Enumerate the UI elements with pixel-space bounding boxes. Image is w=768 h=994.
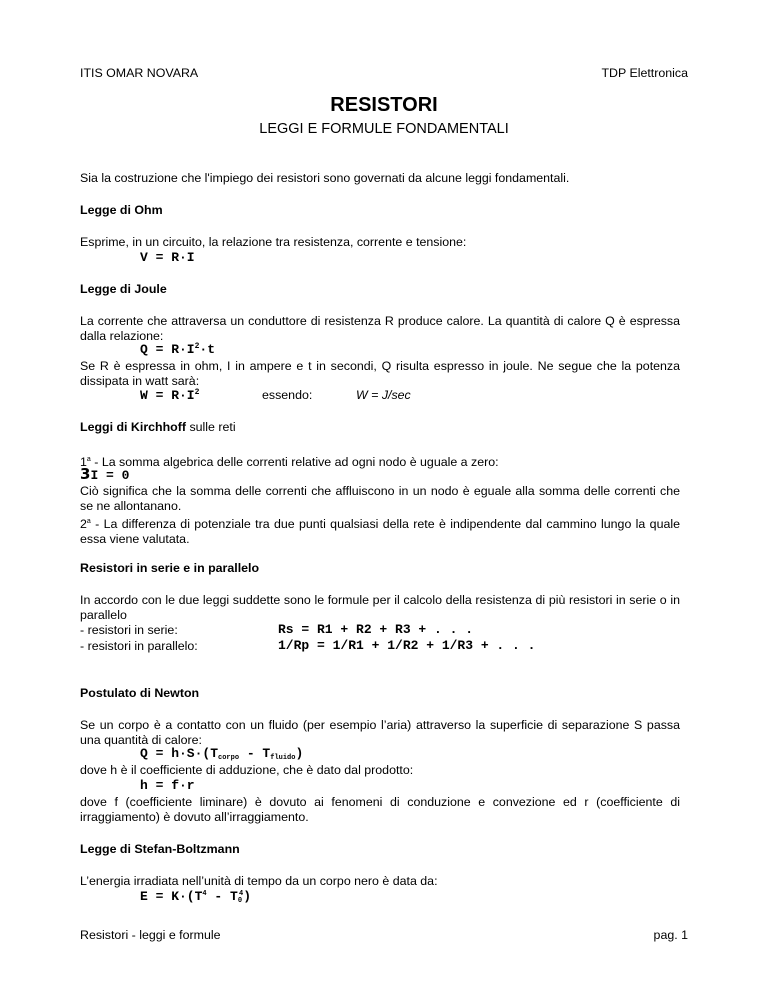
intro-text: Sia la costruzione che l'impiego dei resistori sono governati da alcune leggi fondamentali.: [80, 171, 570, 185]
parallel-label: - resistori in parallelo:: [80, 639, 198, 653]
kirchhoff-formula: 3I = 0: [80, 465, 130, 483]
page-subtitle: LEGGI E FORMULE FONDAMENTALI: [259, 121, 509, 137]
series-parallel-heading: Resistori in serie e in parallelo: [80, 561, 260, 575]
joule-essendo: essendo:: [262, 388, 313, 402]
newton-text-3: dove f (coefficiente liminare) è dovuto ai fenomeni di conduzione e convezione ed r (coefficiente di irraggiamento) è dovuto all’irraggiamento.: [80, 795, 680, 824]
newton-text-1: Se un corpo è a contatto con un fluido (per esempio l’aria) attraverso la superficie di separazione S passa una quantità di calore:: [80, 718, 680, 747]
ohm-formula: V = R·I: [140, 250, 195, 265]
parallel-formula: 1/Rp = 1/R1 + 1/R2 + 1/R3 + . . .: [278, 638, 536, 653]
joule-unit: W = J/sec: [356, 388, 411, 402]
newton-heading: Postulato di Newton: [80, 686, 200, 700]
series-label: - resistori in serie:: [80, 623, 178, 637]
joule-text-2: Se R è espressa in ohm, I in ampere e t in secondi, Q risulta espresso in joule. Ne segue che la potenza dissipata in watt sarà:: [80, 359, 680, 388]
newton-formula-2: h = f·r: [140, 778, 195, 793]
ohm-text: Esprime, in un circuito, la relazione tra resistenza, corrente e tensione:: [80, 235, 467, 249]
page-number: pag. 1: [653, 928, 688, 942]
newton-formula-1: $Q = h\cdot S\cdot(T_{corpo} - T_{fluido})$: [140, 746, 304, 762]
newton-text-2: dove h è il coefficiente di adduzione, che è dato dal prodotto:: [80, 763, 414, 777]
kirchhoff-law-1: 1$^a$ - La somma algebrica delle correnti relative ad ogni nodo è uguale a zero:: [80, 455, 499, 469]
joule-formula-1: $Q = R\cdot I^2\cdot t$: [140, 342, 216, 357]
joule-heading: Legge di Joule: [80, 282, 167, 296]
header-left: ITIS OMAR NOVARA: [80, 66, 199, 80]
joule-formula-2: $W = R\cdot I^2$: [140, 388, 200, 403]
footer-left: Resistori - leggi e formule: [80, 928, 221, 942]
kirchhoff-heading: Leggi di Kirchhoff sulle reti: [80, 420, 236, 434]
series-formula: Rs = R1 + R2 + R3 + . . .: [278, 622, 474, 637]
page-title: RESISTORI: [330, 94, 438, 116]
joule-text-1: La corrente che attraversa un conduttore di resistenza R produce calore. La quantità di calore Q è espressa dalla relazione:: [80, 314, 680, 343]
kirchhoff-law-1-explanation: Ciò significa che la somma delle correnti che affluiscono in un nodo è eguale alla somma delle correnti che se ne allontanano.: [80, 484, 680, 513]
series-parallel-text: In accordo con le due leggi suddette sono le formule per il calcolo della resistenza di più resistori in serie o in parallelo: [80, 593, 680, 622]
ohm-heading: Legge di Ohm: [80, 203, 163, 217]
stefan-text: L’energia irradiata nell’unità di tempo da un corpo nero è data da:: [80, 874, 438, 888]
header-right: TDP Elettronica: [601, 66, 688, 80]
kirchhoff-law-2: 2$^a$ - La differenza di potenziale tra due punti qualsiasi della rete è indipendente dal cammino lungo la quale essa viene valutata.: [80, 517, 680, 546]
stefan-formula: $E = K\cdot(T^4 - T_0^4)$: [140, 889, 252, 905]
stefan-heading: Legge di Stefan-Boltzmann: [80, 842, 240, 856]
